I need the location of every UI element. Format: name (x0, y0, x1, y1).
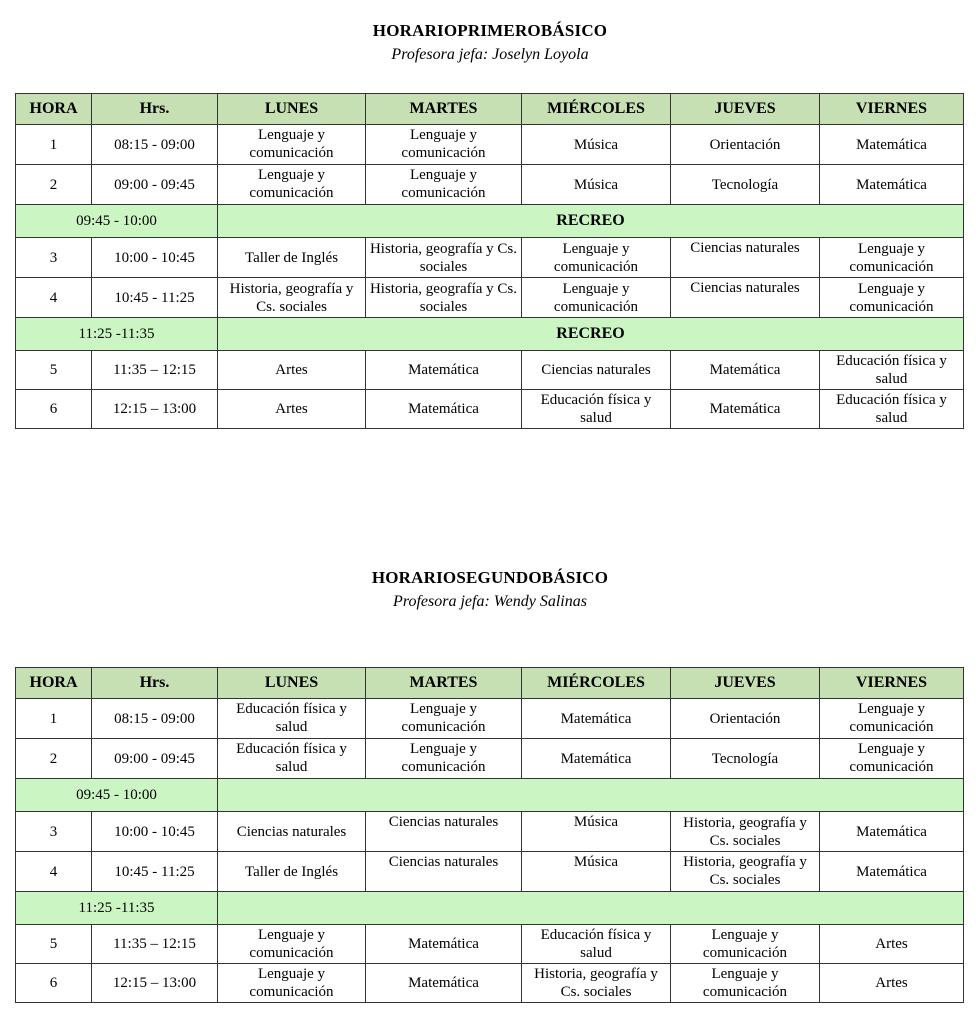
hora-cell: 1 (16, 699, 92, 739)
subject-cell: Ciencias naturales (218, 812, 366, 852)
schedule-title: HORARIOSEGUNDOBÁSICO (371, 568, 609, 587)
subject-cell: Taller de Inglés (218, 852, 366, 892)
subject-cell: Historia, geografía y Cs. sociales (366, 278, 522, 318)
table-row (16, 925, 964, 964)
subject-cell: Historia, geografía y Cs. sociales (522, 964, 671, 1003)
subject-cell: Educación física y salud (218, 699, 366, 739)
subject-cell: Tecnología (671, 739, 820, 779)
subject-cell: Lenguaje y comunicación (218, 925, 366, 964)
hora-cell: 5 (16, 351, 92, 390)
subject-cell: Matemática (820, 125, 964, 165)
subject-cell: Educación física y salud (522, 925, 671, 964)
hrs-cell: 11:35 – 12:15 (92, 925, 218, 964)
table-row (16, 278, 964, 318)
subject-cell: Artes (820, 925, 964, 964)
subject-cell: Lenguaje y comunicación (218, 964, 366, 1003)
schedule-title: HORARIOPRIMEROBÁSICO (372, 21, 608, 40)
hrs-cell: 09:00 - 09:45 (92, 165, 218, 205)
hrs-cell: 08:15 - 09:00 (92, 125, 218, 165)
hora-cell: 6 (16, 390, 92, 429)
subject-cell: Orientación (671, 125, 820, 165)
subject-cell: Música (522, 165, 671, 205)
hora-cell: 2 (16, 165, 92, 205)
subject-cell: Ciencias naturales (522, 351, 671, 390)
break-time: 09:45 - 10:00 (16, 779, 218, 812)
table-row (16, 238, 964, 278)
subject-cell: Artes (218, 390, 366, 429)
header-viernes: VIERNES (820, 94, 964, 125)
subject-cell: Lenguaje y comunicación (218, 165, 366, 205)
subject-cell: Tecnología (671, 165, 820, 205)
hrs-cell: 11:35 – 12:15 (92, 351, 218, 390)
subject-cell: Matemática (366, 925, 522, 964)
subject-cell: Música (522, 812, 671, 852)
subject-cell: Artes (218, 351, 366, 390)
subject-cell: Música (522, 125, 671, 165)
header-martes: MARTES (366, 668, 522, 699)
subject-cell: Orientación (671, 699, 820, 739)
header-lunes: LUNES (218, 668, 366, 699)
table-row (16, 125, 964, 165)
hrs-cell: 12:15 – 13:00 (92, 390, 218, 429)
table-row (16, 812, 964, 852)
subject-cell: Educación física y salud (820, 390, 964, 429)
subject-cell: Ciencias naturales (671, 238, 820, 278)
subject-cell: Educación física y salud (218, 739, 366, 779)
subject-cell: Lenguaje y comunicación (820, 238, 964, 278)
subject-cell: Taller de Inglés (218, 238, 366, 278)
subject-cell: Historia, geografía y Cs. sociales (218, 278, 366, 318)
schedule-table (15, 667, 964, 1003)
hrs-cell: 10:45 - 11:25 (92, 278, 218, 318)
subject-cell: Matemática (366, 964, 522, 1003)
subject-cell: Historia, geografía y Cs. sociales (671, 852, 820, 892)
hrs-cell: 10:00 - 10:45 (92, 238, 218, 278)
subject-cell: Lenguaje y comunicación (366, 165, 522, 205)
break-row (16, 892, 964, 925)
header-miercoles: MIÉRCOLES (522, 94, 671, 125)
schedule-teacher: Profesora jefa: Joselyn Loyola (391, 46, 589, 63)
break-label (218, 892, 964, 925)
table-row (16, 964, 964, 1003)
hora-cell: 1 (16, 125, 92, 165)
header-hrs: Hrs. (92, 94, 218, 125)
hrs-cell: 08:15 - 09:00 (92, 699, 218, 739)
header-jueves: JUEVES (671, 94, 820, 125)
hrs-cell: 10:00 - 10:45 (92, 812, 218, 852)
subject-cell: Lenguaje y comunicación (522, 278, 671, 318)
subject-cell: Ciencias naturales (366, 852, 522, 892)
subject-cell: Educación física y salud (820, 351, 964, 390)
break-time: 11:25 -11:35 (16, 892, 218, 925)
header-hrs: Hrs. (92, 668, 218, 699)
break-row (16, 205, 964, 238)
break-time: 09:45 - 10:00 (16, 205, 218, 238)
hora-cell: 4 (16, 852, 92, 892)
subject-cell: Matemática (522, 739, 671, 779)
hora-cell: 6 (16, 964, 92, 1003)
subject-cell: Matemática (366, 390, 522, 429)
hora-cell: 2 (16, 739, 92, 779)
subject-cell: Matemática (671, 351, 820, 390)
schedule-teacher: Profesora jefa: Wendy Salinas (393, 593, 587, 610)
subject-cell: Lenguaje y comunicación (820, 699, 964, 739)
subject-cell: Matemática (820, 165, 964, 205)
header-row (16, 94, 964, 125)
header-martes: MARTES (366, 94, 522, 125)
hrs-cell: 09:00 - 09:45 (92, 739, 218, 779)
subject-cell: Historia, geografía y Cs. sociales (366, 238, 522, 278)
subject-cell: Lenguaje y comunicación (820, 739, 964, 779)
subject-cell: Artes (820, 964, 964, 1003)
subject-cell: Lenguaje y comunicación (820, 278, 964, 318)
header-jueves: JUEVES (671, 668, 820, 699)
header-hora: HORA (16, 94, 92, 125)
table-row (16, 390, 964, 429)
subject-cell: Lenguaje y comunicación (366, 125, 522, 165)
break-row (16, 779, 964, 812)
subject-cell: Lenguaje y comunicación (671, 964, 820, 1003)
header-row (16, 668, 964, 699)
hrs-cell: 12:15 – 13:00 (92, 964, 218, 1003)
table-row (16, 739, 964, 779)
subject-cell: Matemática (366, 351, 522, 390)
subject-cell: Ciencias naturales (671, 278, 820, 318)
hora-cell: 5 (16, 925, 92, 964)
subject-cell: Matemática (820, 852, 964, 892)
subject-cell: Lenguaje y comunicación (366, 739, 522, 779)
break-row (16, 318, 964, 351)
break-label (218, 779, 964, 812)
hora-cell: 3 (16, 812, 92, 852)
hrs-cell: 10:45 - 11:25 (92, 852, 218, 892)
subject-cell: Ciencias naturales (366, 812, 522, 852)
break-label: RECREO (218, 318, 964, 351)
subject-cell: Matemática (671, 390, 820, 429)
subject-cell: Lenguaje y comunicación (218, 125, 366, 165)
header-hora: HORA (16, 668, 92, 699)
subject-cell: Lenguaje y comunicación (671, 925, 820, 964)
subject-cell: Historia, geografía y Cs. sociales (671, 812, 820, 852)
header-miercoles: MIÉRCOLES (522, 668, 671, 699)
break-time: 11:25 -11:35 (16, 318, 218, 351)
table-row (16, 852, 964, 892)
hora-cell: 4 (16, 278, 92, 318)
table-row (16, 165, 964, 205)
header-viernes: VIERNES (820, 668, 964, 699)
break-label: RECREO (218, 205, 964, 238)
hora-cell: 3 (16, 238, 92, 278)
header-lunes: LUNES (218, 94, 366, 125)
table-row (16, 699, 964, 739)
subject-cell: Matemática (522, 699, 671, 739)
subject-cell: Música (522, 852, 671, 892)
subject-cell: Matemática (820, 812, 964, 852)
subject-cell: Lenguaje y comunicación (366, 699, 522, 739)
subject-cell: Educación física y salud (522, 390, 671, 429)
schedule-table (15, 93, 964, 429)
subject-cell: Lenguaje y comunicación (522, 238, 671, 278)
table-row (16, 351, 964, 390)
